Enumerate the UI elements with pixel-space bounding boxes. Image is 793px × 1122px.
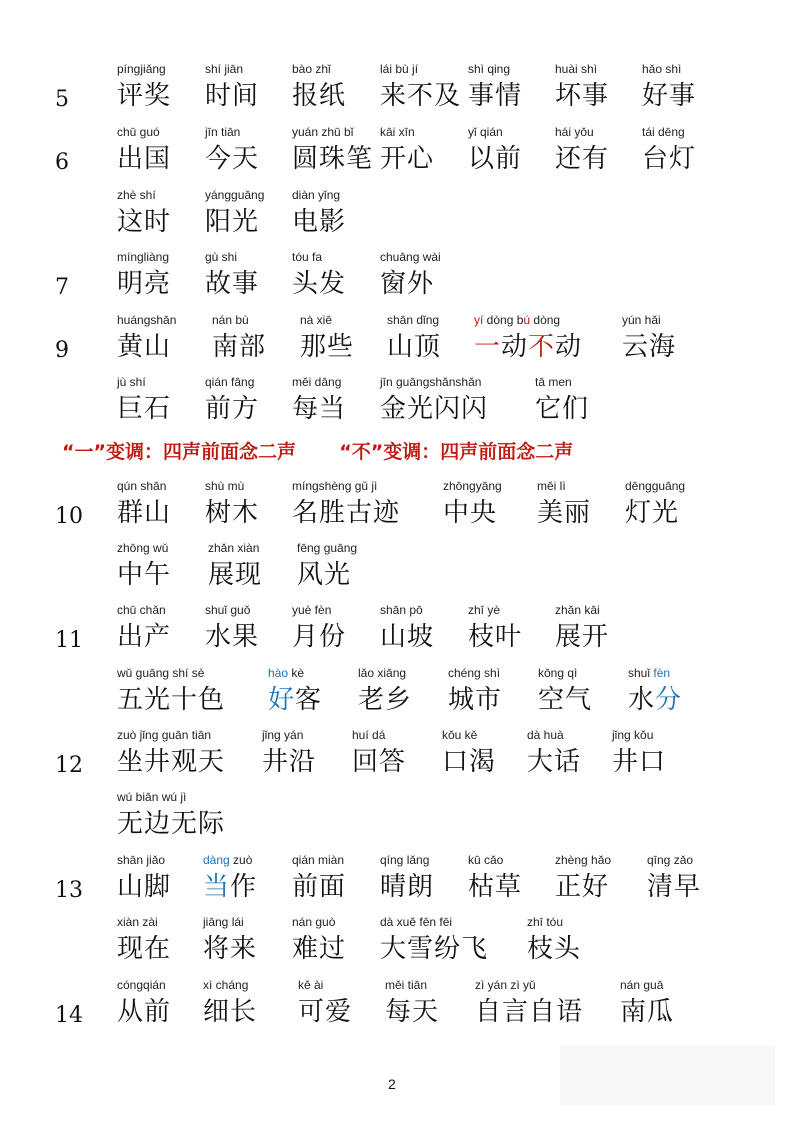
hanzi: 评奖	[117, 81, 172, 111]
hanzi: 枝头	[527, 934, 582, 964]
pinyin: lǎo xiāng	[358, 666, 407, 680]
vocabulary-row	[0, 728, 793, 784]
pinyin: kǒu kě	[442, 728, 478, 742]
pinyin-segment: dòng	[533, 313, 561, 327]
pinyin	[628, 666, 670, 680]
hanzi: 细长	[203, 997, 258, 1027]
pinyin: fēng guāng	[297, 541, 358, 555]
pinyin: yuán zhū bǐ	[292, 125, 354, 139]
hanzi: 每天	[385, 997, 440, 1027]
pinyin: nán guò	[292, 915, 336, 929]
pinyin: shù mù	[205, 479, 245, 493]
hanzi: 中午	[117, 560, 172, 590]
hanzi: 台灯	[642, 144, 697, 174]
hanzi: 可爱	[298, 997, 353, 1027]
hanzi: 事情	[468, 81, 523, 111]
hanzi: 名胜古迹	[292, 498, 401, 528]
hanzi: 出产	[117, 622, 172, 652]
pinyin-segment-highlight: ú	[523, 313, 534, 327]
lesson-number: 10	[55, 504, 83, 529]
pinyin-segment-highlight: dàng	[203, 853, 230, 867]
hanzi: 老乡	[358, 685, 413, 715]
hanzi: 从前	[117, 997, 172, 1027]
yi-tone-rule: “一”变调：四声前面念二声	[62, 441, 296, 463]
vocabulary-row	[0, 62, 793, 118]
hanzi: 报纸	[292, 81, 347, 111]
lesson-number: 11	[55, 628, 83, 653]
hanzi: 来不及	[380, 81, 462, 111]
hanzi	[203, 871, 257, 903]
hanzi: 井沿	[262, 747, 317, 777]
hanzi: 南部	[212, 332, 267, 362]
pinyin: shì qing	[468, 62, 511, 76]
pinyin: yángguāng	[205, 188, 265, 202]
bu-tone-rule: “不”变调：四声前面念二声	[339, 441, 574, 463]
hanzi: 还有	[555, 144, 610, 174]
hanzi	[474, 331, 582, 363]
pinyin: chuāng wài	[380, 250, 441, 264]
pinyin: jiāng lái	[203, 915, 244, 929]
pinyin: dēngguāng	[625, 479, 686, 493]
pinyin: chū guó	[117, 125, 160, 139]
hanzi: 前面	[292, 872, 347, 902]
hanzi: 风光	[297, 560, 352, 590]
hanzi: 正好	[555, 872, 610, 902]
vocabulary-row	[0, 603, 793, 659]
hanzi: 山顶	[387, 332, 442, 362]
hanzi-char: 动	[555, 332, 583, 362]
pinyin: jīn tiān	[205, 125, 241, 139]
hanzi: 故事	[205, 269, 260, 299]
hanzi-char: 不	[528, 332, 556, 362]
pinyin: dà xuě fēn fēi	[380, 915, 453, 929]
hanzi: 山坡	[380, 622, 435, 652]
vocabulary-row	[0, 125, 793, 181]
hanzi: 巨石	[117, 394, 172, 424]
hanzi: 山脚	[117, 872, 172, 902]
pinyin-segment: dòng b	[483, 313, 524, 327]
lesson-number: 6	[55, 150, 69, 175]
hanzi-char: 好	[268, 685, 296, 715]
pinyin: měi dāng	[292, 375, 342, 389]
hanzi: 好事	[642, 81, 697, 111]
hanzi: 空气	[538, 685, 593, 715]
lesson-number: 5	[55, 87, 69, 112]
hanzi: 坐井观天	[117, 747, 226, 777]
vocabulary-row	[0, 790, 793, 846]
pinyin: zhī tóu	[527, 915, 564, 929]
pinyin: huài shì	[555, 62, 598, 76]
pinyin: nà xiē	[300, 313, 333, 327]
pinyin: kū cǎo	[468, 853, 504, 867]
hanzi: 回答	[352, 747, 407, 777]
hanzi: 这时	[117, 207, 172, 237]
hanzi: 南瓜	[620, 997, 675, 1027]
hanzi: 窗外	[380, 269, 435, 299]
pinyin: kě ài	[298, 978, 324, 992]
pinyin: yún hǎi	[622, 313, 661, 327]
pinyin: píngjiǎng	[117, 62, 166, 76]
pinyin: dà huà	[527, 728, 564, 742]
hanzi: 五光十色	[117, 685, 226, 715]
pinyin: jǐng kǒu	[612, 728, 654, 742]
pinyin: huángshān	[117, 313, 177, 327]
pinyin: bào zhǐ	[292, 62, 331, 76]
pinyin: zhōngyāng	[443, 479, 502, 493]
hanzi: 清早	[647, 872, 702, 902]
vocabulary-row	[0, 313, 793, 369]
pinyin: tóu fa	[292, 250, 323, 264]
hanzi-char: 当	[203, 872, 231, 902]
hanzi-char: 客	[295, 685, 323, 715]
pinyin: měi lì	[537, 479, 566, 493]
pinyin-segment-highlight: hào	[268, 666, 289, 680]
hanzi: 水果	[205, 622, 260, 652]
pinyin: qián miàn	[292, 853, 345, 867]
pinyin: zhǎn kāi	[555, 603, 600, 617]
pinyin: zhèng hǎo	[555, 853, 612, 867]
hanzi: 圆珠笔	[292, 144, 374, 174]
hanzi: 展开	[555, 622, 610, 652]
hanzi: 月份	[292, 622, 347, 652]
pinyin: zhǎn xiàn	[208, 541, 260, 555]
hanzi: 坏事	[555, 81, 610, 111]
pinyin: zì yán zì yǔ	[475, 978, 536, 992]
hanzi: 中央	[443, 498, 498, 528]
hanzi: 展现	[208, 560, 263, 590]
hanzi	[268, 684, 322, 716]
pinyin: tái dēng	[642, 125, 685, 139]
vocabulary-row	[0, 479, 793, 535]
pinyin: xì cháng	[203, 978, 249, 992]
hanzi-char: 一	[474, 332, 502, 362]
lesson-number: 13	[55, 878, 83, 903]
pinyin: shān pō	[380, 603, 423, 617]
pinyin: míngliàng	[117, 250, 170, 264]
hanzi: 金光闪闪	[380, 394, 489, 424]
page-number: 2	[388, 1076, 396, 1092]
pinyin	[203, 853, 252, 867]
pinyin: tā men	[535, 375, 572, 389]
pinyin: hái yǒu	[555, 125, 594, 139]
pinyin: xiàn zài	[117, 915, 158, 929]
pinyin	[474, 313, 560, 327]
hanzi: 大雪纷飞	[380, 934, 489, 964]
lesson-number: 12	[55, 753, 83, 778]
pinyin: shān dǐng	[387, 313, 440, 327]
vocabulary-row	[0, 915, 793, 971]
pinyin: gù shi	[205, 250, 238, 264]
lesson-number: 14	[55, 1003, 83, 1028]
hanzi: 美丽	[537, 498, 592, 528]
hanzi: 难过	[292, 934, 347, 964]
pinyin: diàn yǐng	[292, 188, 341, 202]
vocabulary-row	[0, 853, 793, 909]
hanzi: 树木	[205, 498, 260, 528]
vocabulary-row	[0, 375, 793, 431]
pinyin: zhè shí	[117, 188, 156, 202]
pinyin: qián fāng	[205, 375, 255, 389]
lesson-number: 7	[55, 275, 69, 300]
hanzi: 自言自语	[475, 997, 584, 1027]
hanzi: 口渴	[442, 747, 497, 777]
pinyin: shān jiǎo	[117, 853, 166, 867]
pinyin: lái bù jí	[380, 62, 419, 76]
pinyin: chéng shì	[448, 666, 501, 680]
pinyin	[268, 666, 304, 680]
hanzi: 头发	[292, 269, 347, 299]
hanzi: 明亮	[117, 269, 172, 299]
hanzi: 黄山	[117, 332, 172, 362]
hanzi: 前方	[205, 394, 260, 424]
pinyin: huí dá	[352, 728, 386, 742]
pinyin: chū chǎn	[117, 603, 166, 617]
pinyin: shí jiān	[205, 62, 244, 76]
hanzi: 无边无际	[117, 809, 226, 839]
vocabulary-row	[0, 978, 793, 1034]
pinyin: qīng zǎo	[647, 853, 694, 867]
pinyin: qún shān	[117, 479, 167, 493]
pinyin: yǐ qián	[468, 125, 503, 139]
hanzi: 阳光	[205, 207, 260, 237]
pinyin: nán guā	[620, 978, 664, 992]
hanzi: 城市	[448, 685, 503, 715]
hanzi: 枝叶	[468, 622, 523, 652]
pinyin: zhī yè	[468, 603, 501, 617]
pinyin: kōng qì	[538, 666, 578, 680]
pinyin: qíng lǎng	[380, 853, 430, 867]
hanzi: 出国	[117, 144, 172, 174]
pinyin: zhōng wǔ	[117, 541, 169, 555]
hanzi-char: 分	[655, 685, 683, 715]
tone-sandhi-rules	[62, 440, 573, 464]
watermark	[560, 1045, 775, 1105]
vocabulary-row	[0, 666, 793, 722]
hanzi: 开心	[380, 144, 435, 174]
hanzi	[628, 684, 682, 716]
hanzi: 现在	[117, 934, 172, 964]
pinyin-segment-highlight: fèn	[653, 666, 671, 680]
hanzi: 晴朗	[380, 872, 435, 902]
vocabulary-row	[0, 250, 793, 306]
hanzi: 它们	[535, 394, 590, 424]
pinyin: nán bù	[212, 313, 249, 327]
pinyin-segment: kè	[288, 666, 305, 680]
hanzi: 枯草	[468, 872, 523, 902]
pinyin: kāi xīn	[380, 125, 415, 139]
pinyin: cóngqián	[117, 978, 166, 992]
pinyin: wú biān wú jì	[117, 790, 187, 804]
hanzi: 时间	[205, 81, 260, 111]
pinyin: míngshèng gǔ jì	[292, 479, 378, 493]
pinyin: zuò jǐng guān tiān	[117, 728, 212, 742]
vocabulary-row	[0, 541, 793, 597]
pinyin: wǔ guāng shí sè	[117, 666, 205, 680]
hanzi: 大话	[527, 747, 582, 777]
lesson-number: 9	[55, 338, 69, 363]
pinyin-segment-highlight: yí	[474, 313, 484, 327]
hanzi: 每当	[292, 394, 347, 424]
pinyin-segment: shuǐ	[628, 666, 654, 680]
hanzi: 将来	[203, 934, 258, 964]
hanzi: 灯光	[625, 498, 680, 528]
pinyin: hǎo shì	[642, 62, 682, 76]
hanzi-char: 水	[628, 685, 656, 715]
hanzi-char: 作	[230, 872, 258, 902]
pinyin: yuè fèn	[292, 603, 332, 617]
hanzi: 群山	[117, 498, 172, 528]
pinyin: jù shí	[117, 375, 146, 389]
pinyin: shuǐ guǒ	[205, 603, 251, 617]
pinyin: jīn guāngshǎnshǎn	[380, 375, 482, 389]
hanzi-char: 动	[501, 332, 529, 362]
hanzi: 电影	[292, 207, 347, 237]
hanzi: 那些	[300, 332, 355, 362]
hanzi: 今天	[205, 144, 260, 174]
hanzi: 以前	[468, 144, 523, 174]
pinyin: jǐng yán	[262, 728, 304, 742]
hanzi: 井口	[612, 747, 667, 777]
pinyin: měi tiān	[385, 978, 428, 992]
vocabulary-row	[0, 188, 793, 244]
hanzi: 云海	[622, 332, 677, 362]
pinyin-segment: zuò	[229, 853, 253, 867]
